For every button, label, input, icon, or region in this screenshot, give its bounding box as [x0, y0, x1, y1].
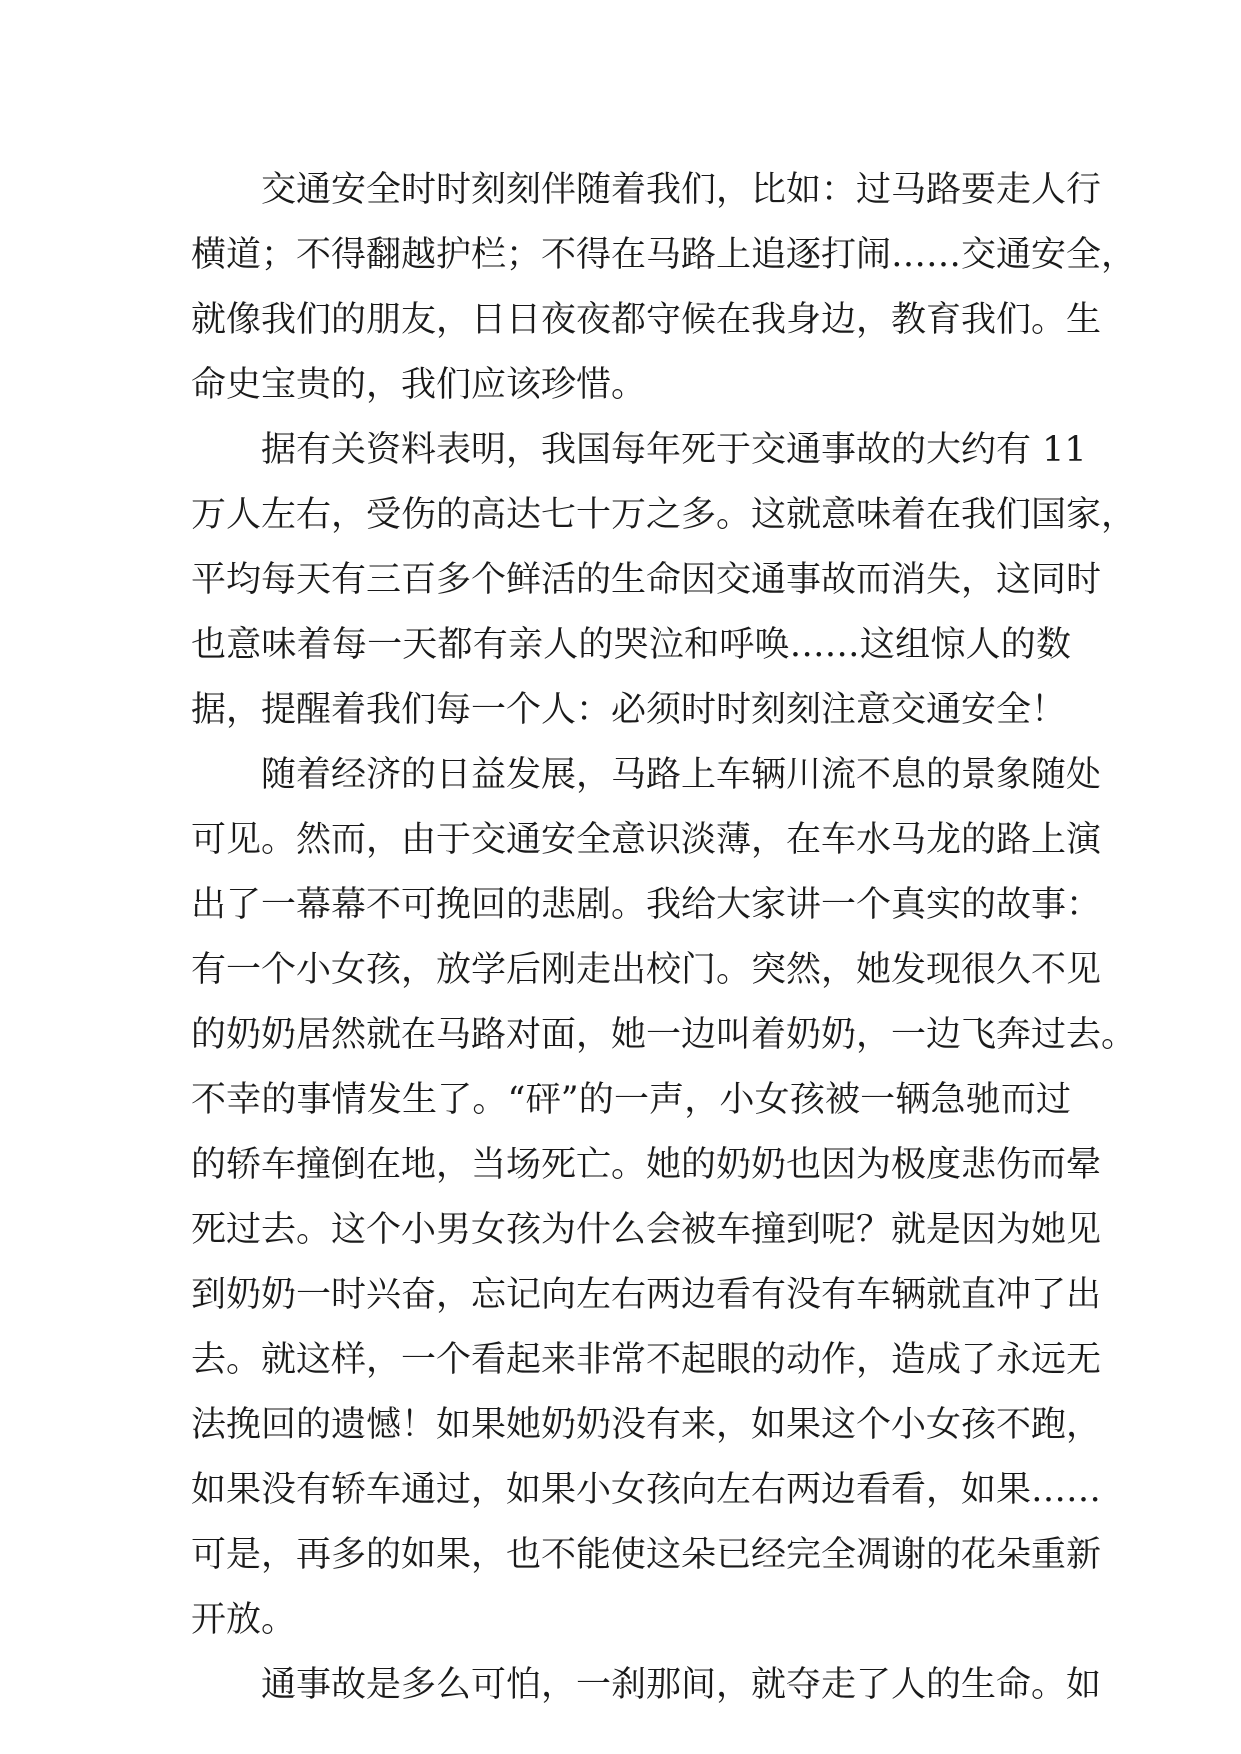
text-line: 可是，再多的如果，也不能使这朵已经完全凋谢的花朵重新: [191, 1535, 1102, 1575]
text-line: 死过去。这个小男女孩为什么会被车撞到呢？就是因为她见: [191, 1210, 1102, 1250]
text-line: 随着经济的日益发展，马路上车辆川流不息的景象随处: [261, 755, 1102, 795]
text-line: 的轿车撞倒在地，当场死亡。她的奶奶也因为极度悲伤而晕: [191, 1145, 1102, 1185]
text-line: 就像我们的朋友，日日夜夜都守候在我身边，教育我们。生: [191, 300, 1102, 340]
text-line: 去。就这样，一个看起来非常不起眼的动作，造成了永远无: [191, 1340, 1102, 1380]
text-line: 命史宝贵的，我们应该珍惜。: [191, 365, 647, 405]
text-line: 不幸的事情发生了。“砰”的一声，小女孩被一辆急驰而过: [191, 1080, 1071, 1120]
text-line: 据，提醒着我们每一个人：必须时时刻刻注意交通安全！: [191, 690, 1067, 730]
text-line: 交通安全时时刻刻伴随着我们，比如：过马路要走人行: [261, 170, 1102, 210]
paragraph: [191, 1653, 1102, 1718]
paragraph: [191, 158, 1137, 418]
paragraph: [191, 743, 1137, 1653]
text-line: 平均每天有三百多个鲜活的生命因交通事故而消失，这同时: [191, 560, 1102, 600]
text-line: 如果没有轿车通过，如果小女孩向左右两边看看，如果……: [191, 1470, 1102, 1510]
text-line: 法挽回的遗憾！如果她奶奶没有来，如果这个小女孩不跑，: [191, 1405, 1102, 1445]
text-line: 出了一幕幕不可挽回的悲剧。我给大家讲一个真实的故事：: [191, 885, 1102, 925]
text-line: 据有关资料表明，我国每年死于交通事故的大约有 11: [261, 430, 1087, 470]
text-line: 也意味着每一天都有亲人的哭泣和呼唤……这组惊人的数: [191, 625, 1071, 665]
text-line: 通事故是多么可怕，一刹那间，就夺走了人的生命。如: [261, 1665, 1102, 1705]
text-line: 到奶奶一时兴奋，忘记向左右两边看有没有车辆就直冲了出: [191, 1275, 1102, 1315]
text-line: 有一个小女孩，放学后刚走出校门。突然，她发现很久不见: [191, 950, 1102, 990]
text-line: 开放。: [191, 1600, 297, 1640]
paragraph: [191, 418, 1137, 743]
document-body: [191, 158, 1137, 1718]
text-line: 的奶奶居然就在马路对面，她一边叫着奶奶，一边飞奔过去。: [191, 1015, 1137, 1055]
text-line: 横道；不得翻越护栏；不得在马路上追逐打闹……交通安全，: [191, 235, 1137, 275]
text-line: 万人左右，受伤的高达七十万之多。这就意味着在我们国家，: [191, 495, 1137, 535]
text-line: 可见。然而，由于交通安全意识淡薄，在车水马龙的路上演: [191, 820, 1102, 860]
